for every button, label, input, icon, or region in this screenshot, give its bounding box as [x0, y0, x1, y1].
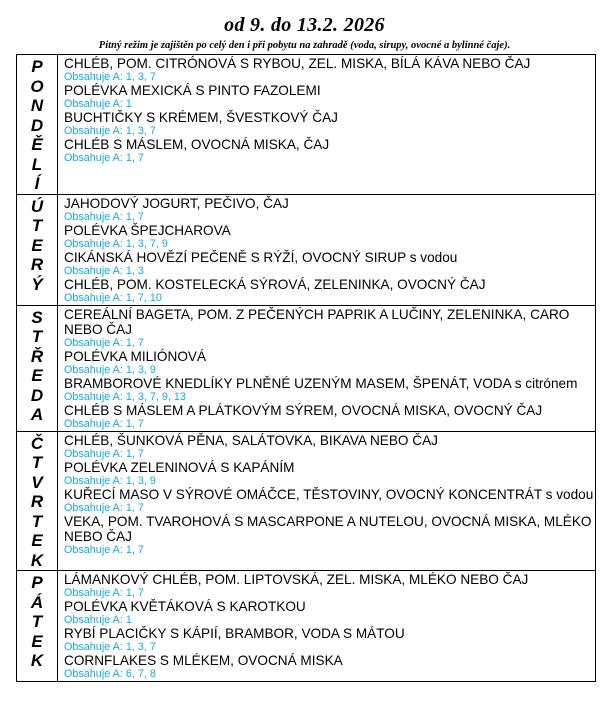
- meal-dish: [64, 653, 595, 668]
- day-letter: R: [30, 492, 44, 511]
- meal-dish: [64, 83, 595, 98]
- day-letter: K: [30, 651, 44, 670]
- day-letter: K: [30, 550, 44, 570]
- meal-dish-text: CHLÉB, ŠUNKOVÁ PĚNA, SALÁTOVKA, BIKAVA NEBO ČAJ: [64, 432, 438, 448]
- meal-dish-text: CIKÁNSKÁ HOVĚZÍ PEČENĚ S RÝŽÍ, OVOCNÝ SIRUP: [64, 249, 406, 265]
- meal-dish: [64, 376, 595, 391]
- allergen-info: Obsahuje A: 6, 7, 8: [64, 668, 156, 680]
- allergen-info: Obsahuje A: 1, 7: [64, 336, 144, 349]
- meal-dish: [64, 56, 595, 71]
- meal-dish-text: BRAMBOROVÉ KNEDLÍKY PLNĚNÉ UZENÝM MASEM, ŠPENÁT, VODA: [64, 375, 511, 391]
- day-label: [17, 194, 58, 305]
- allergen-info: Obsahuje A: 1: [64, 98, 132, 110]
- drinking-regime-note: Pitný režim je zajištěn po celý den i při pobytu na zahradě (voda, sirupy, ovocné a bylinné čaje).: [98, 40, 511, 51]
- meal-dish: [64, 487, 595, 502]
- day-label: [17, 431, 58, 571]
- day-letter: D: [30, 115, 44, 135]
- day-letter: Ě: [31, 135, 43, 154]
- day-letter: E: [31, 531, 43, 550]
- meal-dish-text: CHLÉB S MÁSLEM A PLÁTKOVÝM SÝREM, OVOCNÁ MISKA, OVOCNÝ ČAJ: [64, 402, 543, 418]
- day-letter: S: [31, 307, 43, 327]
- meal-dish-note: s citrónem: [510, 375, 578, 391]
- allergen-info: Obsahuje A: 1, 7: [64, 447, 144, 460]
- meal-dish-text: CHLÉB, POM. CITRÓNOVÁ S RYBOU, ZEL. MISKA, BÍLÁ KÁVA NEBO ČAJ: [64, 56, 531, 71]
- day-row: [17, 431, 596, 571]
- day-letter: Ř: [30, 346, 44, 366]
- day-row: [17, 55, 596, 195]
- meal-dish-text: RYBÍ PLACIČKY S KÁPIÍ, BRAMBOR, VODA S MÁTOU: [64, 626, 405, 641]
- meal-dish-text: BUCHTIČKY S KRÉMEM, ŠVESTKOVÝ ČAJ: [64, 110, 338, 125]
- meal-dish: [64, 277, 595, 292]
- day-letter: T: [31, 453, 43, 472]
- allergen-info: Obsahuje A: 1, 7: [64, 417, 144, 430]
- meal-dish-text: CHLÉB S MÁSLEM, OVOCNÁ MISKA, ČAJ: [64, 137, 330, 152]
- menu-title: od 9. do 13.2. 2026: [224, 14, 385, 36]
- meal-dish-text: CHLÉB, POM. KOSTELECKÁ SÝROVÁ, ZELENINKA, OVOCNÝ ČAJ: [64, 276, 486, 292]
- meal-dish-text: CEREÁLNÍ BAGETA, POM. Z PEČENÝCH PAPRIK A LUČINY, ZELENINKA, CARO NEBO ČAJ: [64, 306, 570, 337]
- meal-list: [58, 431, 596, 571]
- day-letter: T: [31, 327, 43, 346]
- weekly-menu-table: [16, 54, 596, 682]
- day-letter: E: [31, 235, 43, 255]
- day-letter: P: [31, 573, 43, 592]
- allergen-info: Obsahuje A: 1, 3, 7: [64, 641, 156, 653]
- meal-list: [58, 194, 596, 305]
- meal-dish-text: POLÉVKA ŠPEJCHAROVA: [64, 222, 231, 238]
- day-letter: Ú: [30, 196, 44, 216]
- meal-dish: [64, 250, 595, 265]
- meal-dish: [64, 460, 595, 475]
- allergen-info: Obsahuje A: 1, 3: [64, 264, 144, 277]
- day-letter: Č: [30, 433, 44, 453]
- day-row: [17, 194, 596, 305]
- meal-dish: [64, 572, 595, 587]
- day-letter: A: [30, 405, 44, 424]
- meal-dish-text: LÁMANKOVÝ CHLÉB, POM. LIPTOVSKÁ, ZEL. MISKA, MLÉKO NEBO ČAJ: [64, 572, 529, 587]
- day-letter: P: [31, 57, 43, 76]
- day-letter: T: [31, 511, 43, 531]
- day-letter: R: [30, 255, 44, 274]
- allergen-info: Obsahuje A: 1, 3, 7, 9: [64, 237, 168, 250]
- meal-list: [58, 55, 596, 195]
- meal-dish-text: VEKA, POM. TVAROHOVÁ S MASCARPONE A NUTELOU, OVOCNÁ MISKA, MLÉKO NEBO ČAJ: [64, 513, 592, 544]
- meal-dish: [64, 307, 595, 337]
- meal-list: [58, 571, 596, 682]
- day-letter: V: [31, 472, 43, 492]
- meal-dish-text: KUŘECÍ MASO V SÝROVÉ OMÁČCE, TĚSTOVINY, OVOCNÝ KONCENTRÁT: [64, 486, 542, 502]
- meal-dish: [64, 349, 595, 364]
- day-letter: O: [30, 76, 44, 96]
- meal-dish: [64, 626, 595, 641]
- allergen-info: Obsahuje A: 1, 7, 10: [64, 291, 162, 304]
- day-label: [17, 571, 58, 682]
- day-letter: N: [30, 96, 44, 115]
- meal-dish-note: s vodou: [541, 486, 594, 502]
- meal-dish: [64, 403, 595, 418]
- meal-dish: [64, 196, 595, 211]
- day-letter: D: [30, 385, 44, 405]
- allergen-info: Obsahuje A: 1, 7: [64, 587, 144, 599]
- allergen-info: Obsahuje A: 1, 7: [64, 152, 144, 164]
- day-letter: Á: [30, 592, 44, 612]
- day-letter: L: [31, 154, 43, 174]
- meal-dish: [64, 599, 595, 614]
- day-letter: Ý: [31, 274, 43, 294]
- day-letter: T: [31, 216, 43, 235]
- day-row: [17, 305, 596, 431]
- meal-dish-text: POLÉVKA MILIÓNOVÁ: [64, 348, 207, 364]
- day-letter: Í: [34, 174, 40, 193]
- allergen-info: Obsahuje A: 1, 7: [64, 210, 144, 223]
- meal-dish: [64, 110, 595, 125]
- meal-dish-note: s vodou: [405, 249, 458, 265]
- meal-list: [58, 305, 596, 431]
- meal-dish: [64, 137, 595, 152]
- day-letter: E: [31, 366, 43, 385]
- meal-dish: [64, 433, 595, 448]
- allergen-info: Obsahuje A: 1, 3, 9: [64, 363, 156, 376]
- day-letter: E: [31, 631, 43, 651]
- allergen-info: Obsahuje A: 1, 3, 7: [64, 125, 156, 137]
- meal-dish: [64, 514, 595, 544]
- meal-dish-text: JAHODOVÝ JOGURT, PEČIVO, ČAJ: [64, 195, 289, 211]
- meal-dish-text: POLÉVKA MEXICKÁ S PINTO FAZOLEMI: [64, 83, 321, 98]
- day-label: [17, 55, 58, 195]
- allergen-info: Obsahuje A: 1: [64, 614, 132, 626]
- allergen-info: Obsahuje A: 1, 3, 9: [64, 474, 156, 487]
- day-letter: T: [31, 612, 43, 631]
- allergen-info: Obsahuje A: 1, 3, 7: [64, 71, 156, 83]
- allergen-info: Obsahuje A: 1, 7: [64, 501, 144, 514]
- meal-dish-text: CORNFLAKES S MLÉKEM, OVOCNÁ MISKA: [64, 653, 343, 668]
- meal-dish-text: POLÉVKA ZELENINOVÁ S KAPÁNÍM: [64, 459, 295, 475]
- day-row: [17, 571, 596, 682]
- allergen-info: Obsahuje A: 1, 3, 7, 9, 13: [64, 390, 186, 403]
- allergen-info: Obsahuje A: 1, 7: [64, 543, 144, 556]
- meal-dish: [64, 223, 595, 238]
- day-label: [17, 305, 58, 431]
- meal-dish-text: POLÉVKA KVĚTÁKOVÁ S KAROTKOU: [64, 599, 306, 614]
